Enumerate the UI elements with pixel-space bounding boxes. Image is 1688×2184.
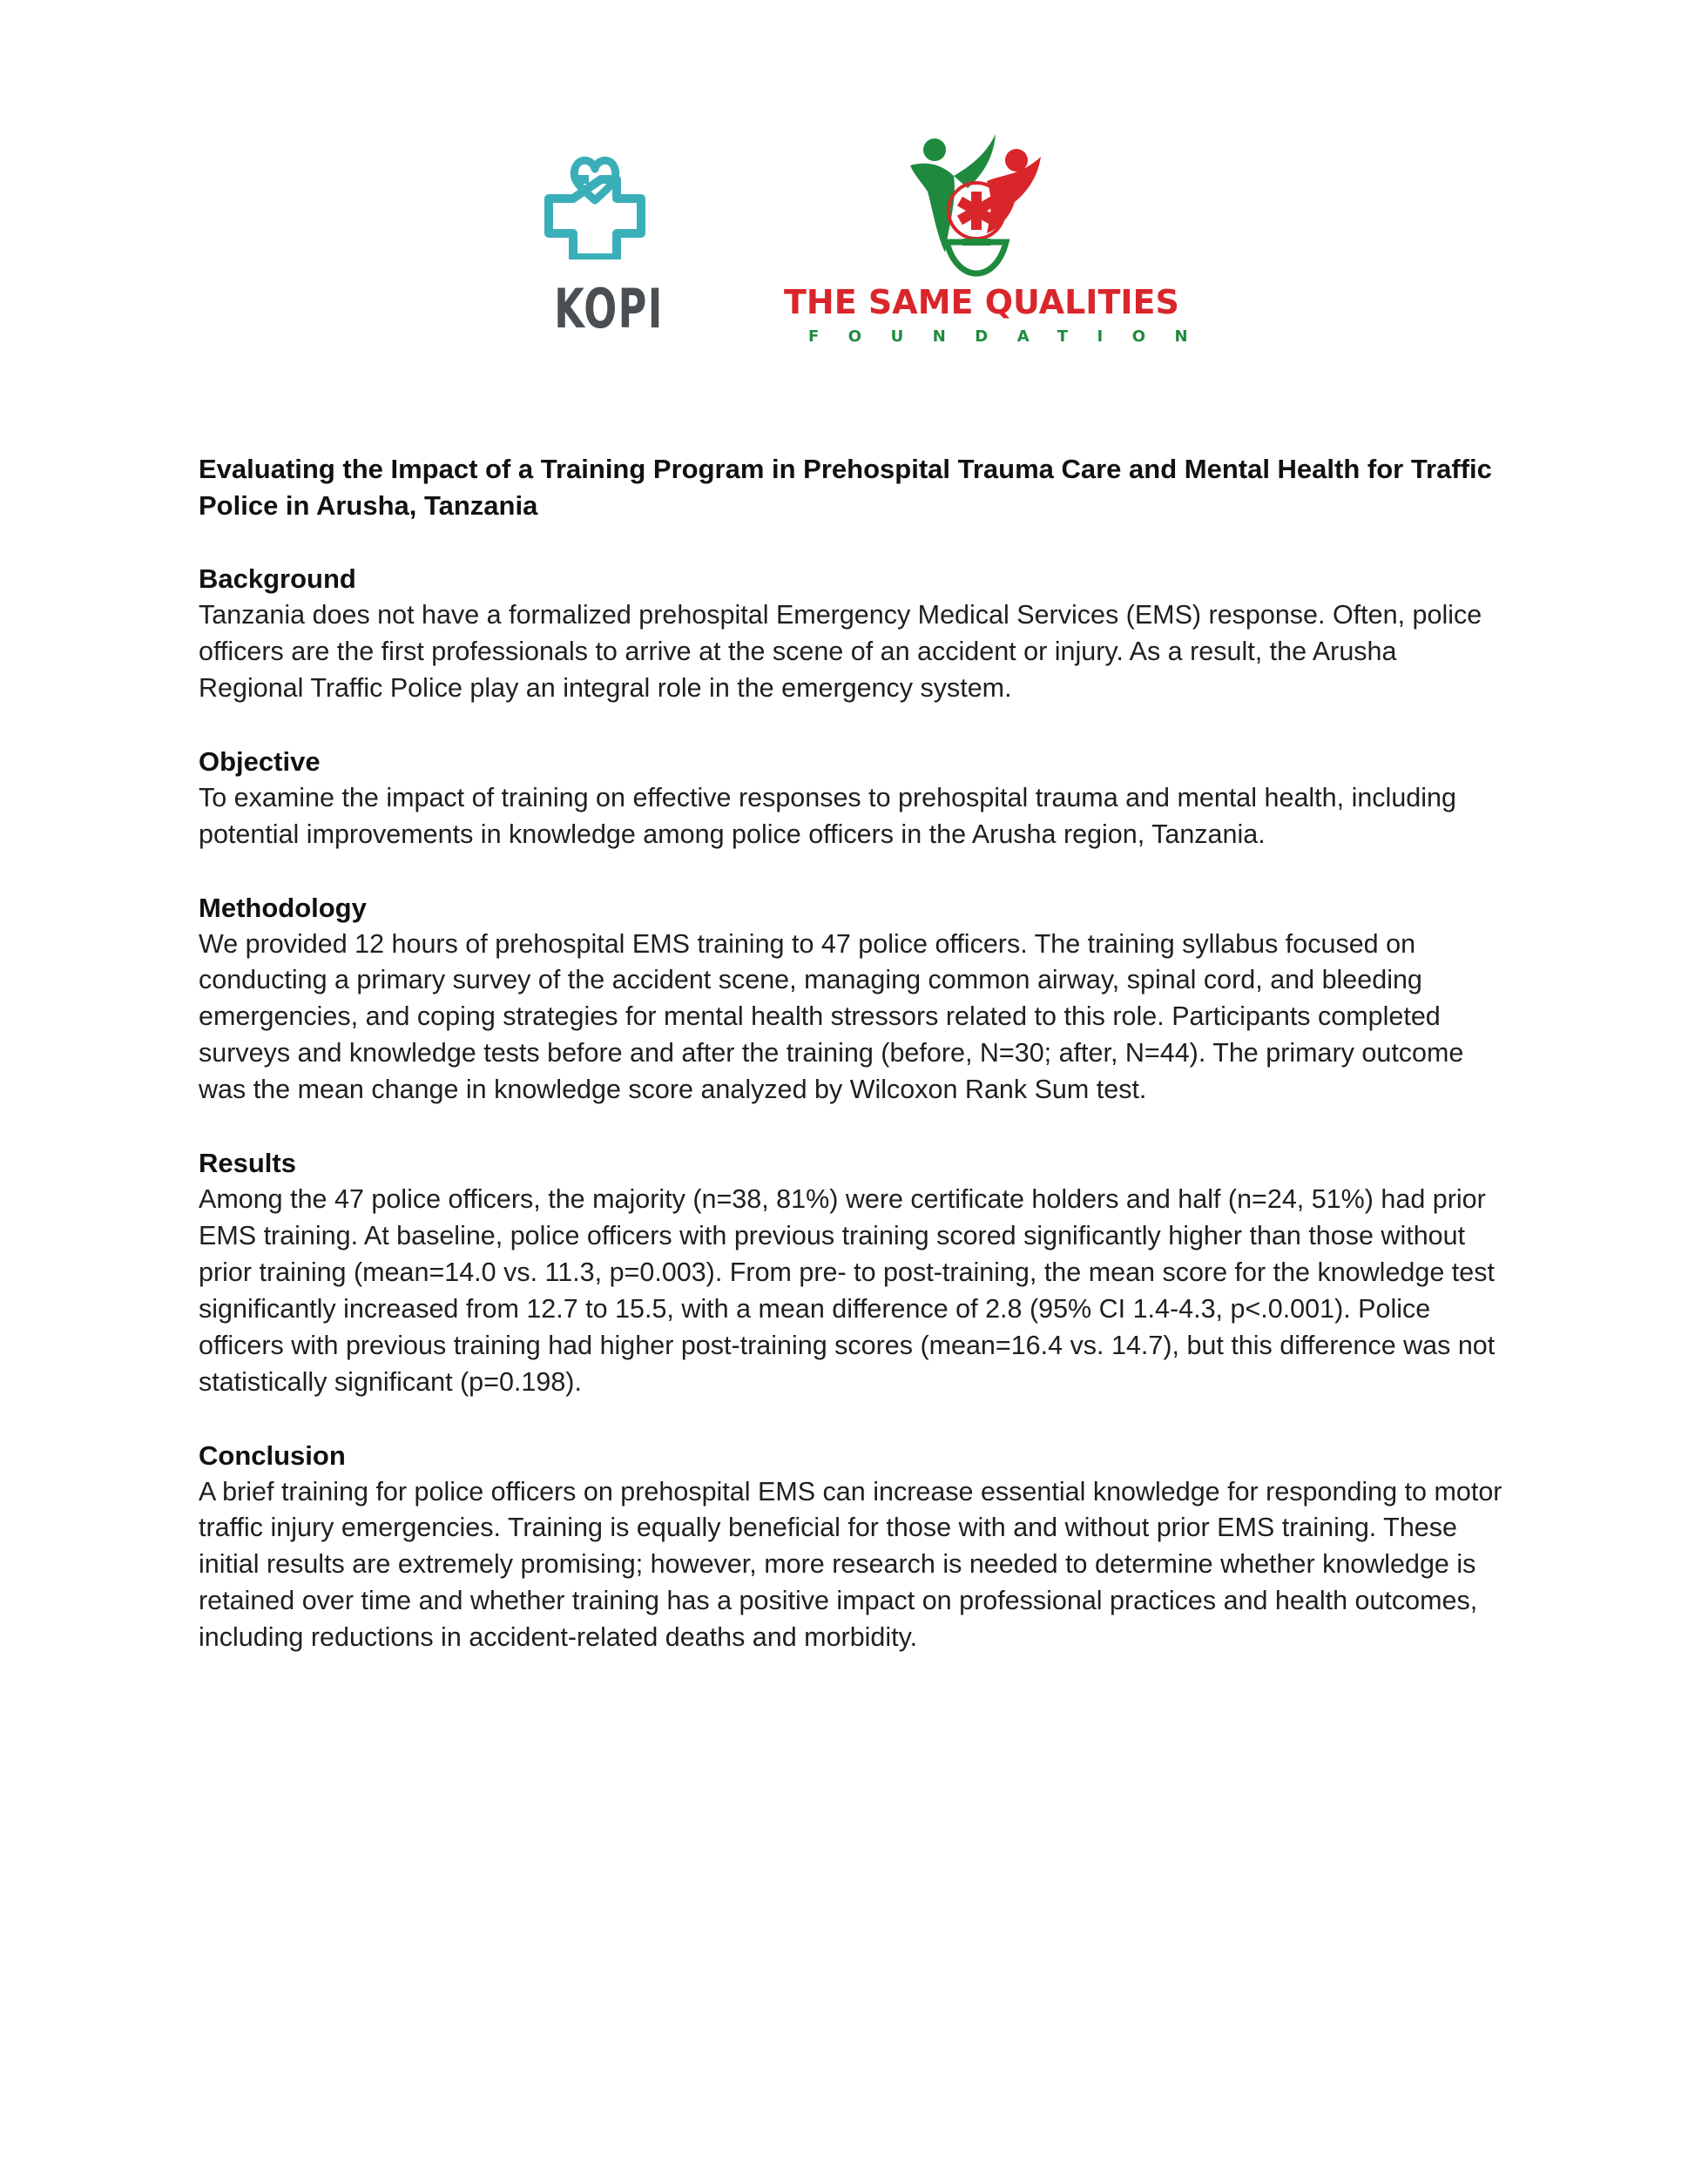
section-background: [199, 561, 1505, 707]
same-qualities-title: THE SAME QUALITIES: [784, 283, 1179, 321]
people-medical-star-emblem-icon: [901, 131, 1050, 279]
section-results: [199, 1145, 1505, 1400]
section-heading: Conclusion: [199, 1439, 346, 1471]
same-qualities-subtitle: FOUNDATION: [808, 327, 1218, 346]
section-heading: Objective: [199, 745, 321, 777]
same-qualities-logo: [784, 131, 1218, 348]
section-body: Tanzania does not have a formalized prehospital Emergency Medical Services (EMS) response. Often, police officers are the first professionals to arrive at the scene of an accident or injury. As a result, the Arusha Regional Traffic Police play an integral role in the emergency system.: [199, 600, 1482, 703]
abstract-document: [199, 451, 1505, 1656]
section-objective: [199, 744, 1505, 853]
logo-header: [0, 0, 1688, 366]
section-heading: Methodology: [199, 892, 367, 923]
section-conclusion: [199, 1438, 1505, 1657]
section-heading: Results: [199, 1148, 296, 1179]
section-heading: Background: [199, 563, 356, 594]
kopi-logo: [538, 146, 664, 347]
section-body: Among the 47 police officers, the majority (n=38, 81%) were certificate holders and half (n=24, 51%) had prior EMS training. At baseline, police officers with previous training scored significantly higher than those without prior training (mean=14.0 vs. 11.3, p=0.003). From pre- to post-training, the mean score for the knowledge test significantly increased from 12.7 to 15.5, with a mean difference of 2.8 (95% CI 1.4-4.3, p<.0.001). Police officers with previous training had higher post-training scores (mean=16.4 vs. 14.7), but this difference was not statistically significant (p=0.198).: [199, 1184, 1496, 1397]
section-body: A brief training for police officers on prehospital EMS can increase essential knowledge for responding to motor traffic injury emergencies. Training is equally beneficial for those with and without prior EMS training. These initial results are extremely promising; however, more research is needed to determine whether knowledge is retained over time and whether training has a positive impact on professional practices and health outcomes, including reductions in accident-related deaths and morbidity.: [199, 1476, 1502, 1653]
section-body: To examine the impact of training on effective responses to prehospital trauma and mental health, including potential improvements in knowledge among police officers in the Arusha region, Tanzania.: [199, 782, 1456, 849]
section-body: We provided 12 hours of prehospital EMS training to 47 police officers. The training syllabus focused on conducting a primary survey of the accident scene, managing common airway, spinal cord, and bleeding emergencies, and coping strategies for mental health stressors related to this role. Participants completed surveys and knowledge tests before and after the training (before, N=30; after, N=44). The primary outcome was the mean change in knowledge score analyzed by Wilcoxon Rank Sum test.: [199, 928, 1464, 1105]
medical-cross-heart-icon: [538, 146, 652, 260]
document-title: Evaluating the Impact of a Training Program in Prehospital Trauma Care and Mental Health for Traffic Police in Arusha, Tanzania: [199, 454, 1492, 521]
section-methodology: [199, 890, 1505, 1109]
kopi-wordmark: KOPI: [554, 277, 664, 340]
